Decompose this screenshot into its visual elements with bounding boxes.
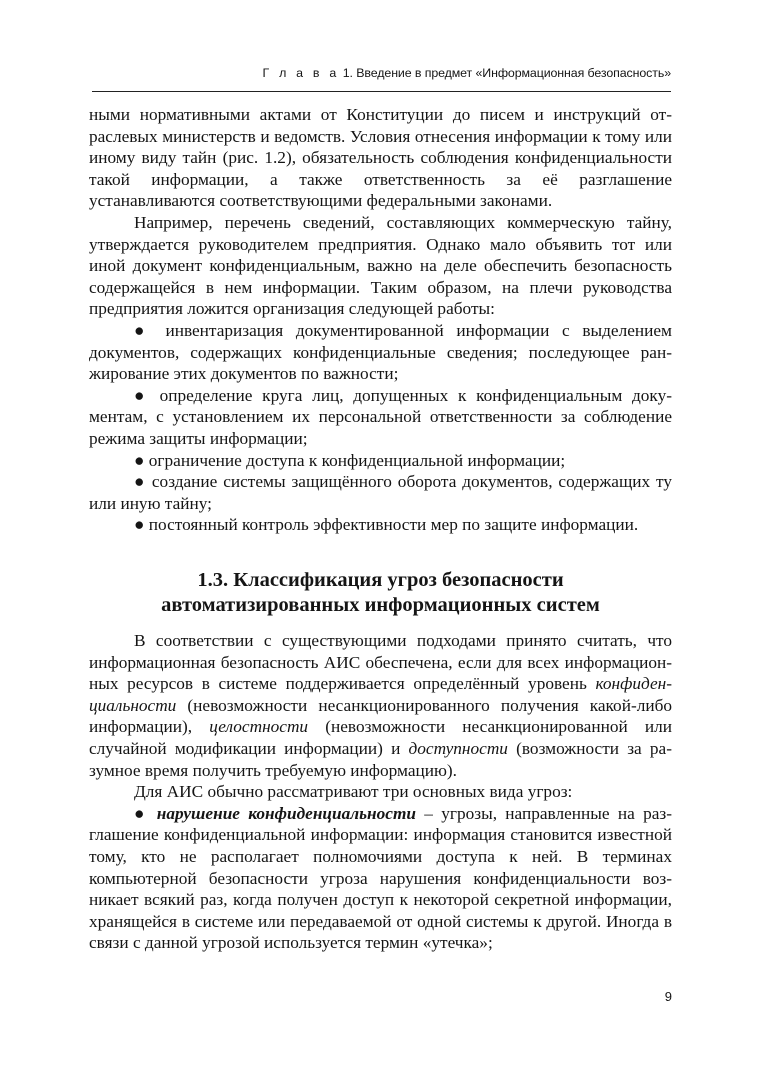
term-confidentiality: конфиденциальности: [89, 674, 672, 715]
list-item-text: инвентаризация документированной информации с выделением документов, содержащих конфиденциальные сведения; последующее ранжирование этих документов по важности;: [89, 320, 672, 384]
running-head-title: 1. Введение в предмет «Информационная безопасность»: [342, 66, 671, 80]
header-rule: [92, 91, 671, 92]
bullet-icon: ●: [134, 320, 153, 340]
definition-text-1: В соответствии с существующими подходами принято считать, что информационная безопасность АИС обеспечена, если для всех информационных ресурсов в системе поддерживается определённый уровень: [89, 631, 672, 694]
term-availability: доступности: [408, 738, 508, 758]
running-head: [116, 66, 671, 80]
threat-term: нарушение конфиденциальности: [156, 803, 417, 823]
definition-text-4: (возможности за разумное время получить требуемую информацию).: [89, 738, 672, 780]
threat-text: – угрозы, направленные на разглашение конфиденциальной информации: информация становится известной тому, кто не располагает полномочиями доступа к ней. В терминах компьютерной безопасности угроза нарушения конфиденциальности возникает всякий раз, когда получен доступ к некоторой секретной информации, хранящейся в системе или передаваемой от одной системы к другой. Иногда в связи с данной угрозой используется термин «утечка»;: [89, 803, 672, 953]
list-item-text: определение круга лиц, допущенных к конфиденциальным документам, с установлением их персональной ответственности за соблюдение режима защиты информации;: [89, 385, 672, 448]
page-number: 9: [664, 989, 672, 1004]
bullet-icon: ●: [134, 472, 146, 492]
list-item: [89, 320, 672, 385]
list-item-threat: [89, 803, 672, 954]
list-item: [89, 514, 672, 536]
paragraph-example: Например, перечень сведений, составляющих коммерческую тайну, утверждается руководителем предприятия. Однако мало объявить тот или иной документ конфиденциальным, важно на деле обеспечить безопасность содержащейся в нем информации. Таким образом, на плечи руководства предприятия ложится организация следующей работы:: [89, 212, 672, 319]
running-head-chapter-word: Г л а в а: [262, 66, 340, 80]
list-item-text: постоянный контроль эффективности мер по защите информации.: [148, 515, 639, 535]
bullet-icon: ●: [134, 385, 150, 405]
list-item: [89, 385, 672, 450]
list-item: [89, 450, 672, 472]
list-item: [89, 471, 672, 514]
bullet-icon: ●: [134, 803, 149, 823]
list-item-text: ограничение доступа к конфиденциальной информации;: [148, 450, 566, 470]
paragraph-definition: [89, 630, 672, 781]
text-block-top: [89, 104, 672, 536]
paragraph-continuation: ными нормативными актами от Конституции до писем и инструкций отраслевых министерств и ведомств. Условия отнесения информации к тому или иному виду тайн (рис. 1.2), обязательность соблюдения конфиденциальности такой информации, а также ответственность за её разглашение устанавливаются соответствующими федеральными законами.: [89, 105, 672, 211]
term-integrity: целостности: [209, 717, 309, 737]
section-heading-line2: автоматизированных информационных систем: [161, 594, 600, 616]
section-heading-line1: 1.3. Классификация угроз безопасности: [197, 569, 564, 591]
paragraph-threat-types: Для АИС обычно рассматривают три основных вида угроз:: [134, 782, 573, 802]
section-heading: [89, 568, 672, 618]
bullet-icon: ●: [134, 450, 145, 470]
bullet-icon: ●: [134, 515, 145, 535]
definition-text-3: (невозможности несанкционированной или случайной модификации информации) и: [89, 717, 673, 758]
definition-text-2: (невозможности несанкционированного получения какой-либо информации),: [89, 695, 672, 737]
list-item-text: создание системы защищённого оборота документов, содержащих ту или иную тайну;: [89, 472, 672, 513]
text-block-bottom: [89, 630, 672, 954]
